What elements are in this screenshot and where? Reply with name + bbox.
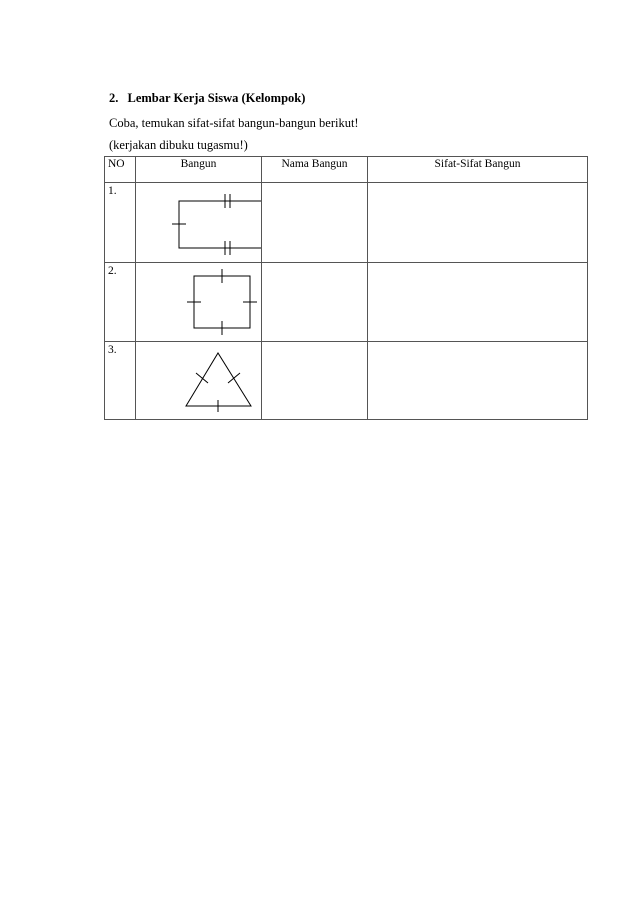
header-bangun: Bangun (136, 157, 262, 183)
equilateral-triangle-icon (136, 343, 261, 418)
sifat-bangun-cell[interactable] (368, 263, 588, 342)
nama-bangun-cell[interactable] (262, 183, 368, 263)
nama-bangun-cell[interactable] (262, 263, 368, 342)
shape-cell (136, 263, 262, 342)
table-row (105, 342, 588, 420)
row-number: 3. (105, 342, 136, 420)
worksheet-table (104, 156, 588, 420)
square-icon (136, 264, 261, 340)
instruction-text: Coba, temukan sifat-sifat bangun-bangun berikut! (109, 116, 359, 130)
worksheet-title: Lembar Kerja Siswa (Kelompok) (127, 91, 306, 105)
header-nama-bangun: Nama Bangun (262, 157, 368, 183)
sifat-bangun-cell[interactable] (368, 342, 588, 420)
shape-cell (136, 342, 262, 420)
rectangle-icon (136, 184, 261, 261)
header-sifat-bangun: Sifat-Sifat Bangun (368, 157, 588, 183)
shape-cell (136, 183, 262, 263)
row-number: 2. (105, 263, 136, 342)
note-text: (kerjakan dibuku tugasmu!) (109, 138, 248, 152)
table-header-row (105, 157, 588, 183)
row-number: 1. (105, 183, 136, 263)
table-row (105, 183, 588, 263)
header-no: NO (105, 157, 136, 183)
sifat-bangun-cell[interactable] (368, 183, 588, 263)
nama-bangun-cell[interactable] (262, 342, 368, 420)
section-number: 2. (109, 91, 119, 105)
worksheet-heading (109, 91, 305, 106)
table-row (105, 263, 588, 342)
